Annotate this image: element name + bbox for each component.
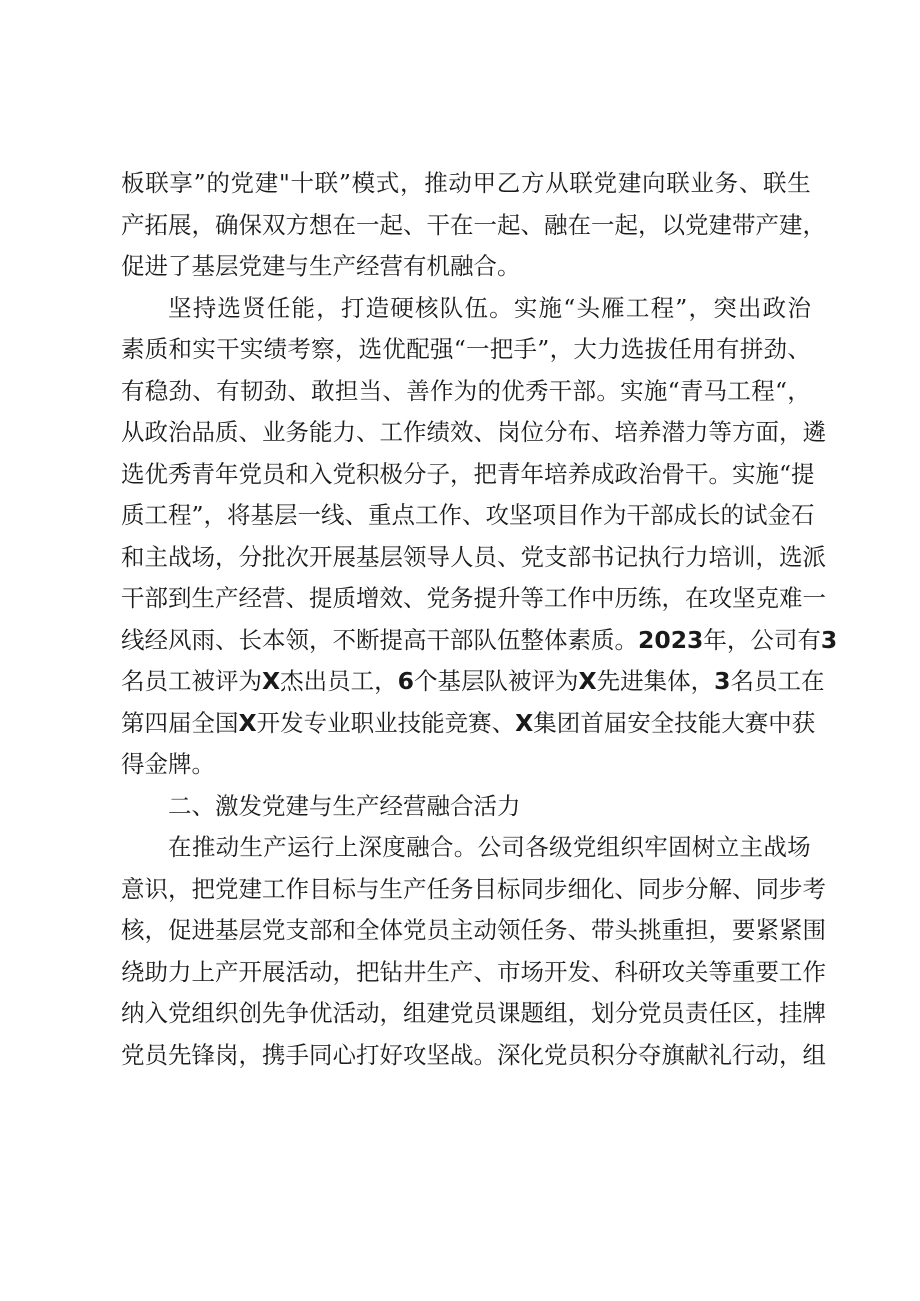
section-heading bbox=[121, 786, 811, 828]
text-line: 意 识 ， 把 党 建 工 作 目 标 与 生 产 任 务 目 标 同 步 细 化 、 同 步 分 解 、 同 步 考 bbox=[121, 874, 826, 903]
text-line: 选 优 秀 青 年 党 员 和 入 党 积 极 分 子 ， 把 青 年 培 养 成 政 治 骨 干 。 实 施 “ 提 bbox=[121, 459, 815, 488]
text-line: 在 推 动 生 产 运 行 上 深 度 融 合 。 公 司 各 级 党 组 织 牢 固 树 立 主 战 场 bbox=[168, 833, 811, 861]
text-line: 核 ， 促 进 基 层 党 支 部 和 全 体 党 员 主 动 领 任 务 、 带 头 挑 重 担 ， 要 紧 紧 围 bbox=[121, 916, 826, 944]
paragraph bbox=[121, 163, 826, 288]
text-line: 得 金 牌 。 bbox=[121, 750, 215, 778]
text-line: 党 员 先 锋 岗 ， 携 手 同 心 打 好 攻 坚 战 。 深 化 党 员 积 分 夺 旗 献 礼 行 动 ， 组 bbox=[121, 1040, 826, 1069]
text-line: 坚 持 选 贤 任 能 ， 打 造 硬 核 队 伍 。 实 施 “ 头 雁 工 程 ” ， 突 出 政 治 bbox=[168, 293, 811, 322]
paragraph bbox=[121, 827, 826, 1076]
text-line: 名 员 工 被 评 为 X 杰 出 员 工 ， 6 个 基 层 队 被 评 为 X 先 进 集 体 ， 3 名 员 工 在 bbox=[121, 667, 825, 695]
text-line: 促 进 了 基 层 党 建 与 生 产 经 营 有 机 融 合 。 bbox=[121, 252, 521, 280]
text-line: 有 稳 劲 、 有 韧 劲 、 敢 担 当 、 善 作 为 的 优 秀 干 部 。 实 施 “ 青 马 工 程 “ ， bbox=[121, 376, 811, 405]
text-line: 和 主 战 场 ， 分 批 次 开 展 基 层 领 导 人 员 、 党 支 部 书 记 执 行 力 培 训 ， 选 派 bbox=[121, 542, 826, 571]
document-page bbox=[121, 163, 838, 1076]
text-line: 质 工 程 ” ， 将 基 层 一 线 、 重 点 工 作 、 攻 坚 项 目 作 为 干 部 成 长 的 试 金 石 bbox=[121, 501, 815, 529]
text-line: 产 拓 展 ， 确 保 双 方 想 在 一 起 、 干 在 一 起 、 融 在 一 起 ， 以 党 建 带 产 建 ， bbox=[121, 210, 826, 239]
text-line: 纳 入 党 组 织 创 先 争 优 活 动 ， 组 建 党 员 课 题 组 ， 划 分 党 员 责 任 区 ， 挂 牌 bbox=[121, 999, 826, 1027]
text-line: 素 质 和 实 干 实 绩 考 察 ， 选 优 配 强 “ 一 把 手 ” ， 大 力 选 拔 任 用 有 拼 劲 、 bbox=[121, 335, 811, 363]
text-line: 绕 助 力 上 产 开 展 活 动 ， 把 钻 井 生 产 、 市 场 开 发 、 科 研 攻 关 等 重 要 工 作 bbox=[121, 957, 826, 986]
text-line: 从 政 治 品 质 、 业 务 能 力 、 工 作 绩 效 、 岗 位 分 布 、 培 养 潜 力 等 方 面 ， 遴 bbox=[121, 418, 826, 446]
text-line: 线 经 风 雨 、 长 本 领 ， 不 断 提 高 干 部 队 伍 整 体 素 质 。 2023 年 ， 公 司 有 3 bbox=[121, 625, 838, 654]
text-line: 干 部 到 生 产 经 营 、 提 质 增 效 、 党 务 提 升 等 工 作 中 历 练 ， 在 攻 坚 克 难 一 bbox=[121, 584, 826, 612]
text-line: 板 联 享 ” 的 党 建 " 十 联 ” 模 式 ， 推 动 甲 乙 方 从 联 党 建 向 联 业 务 、 联 生 bbox=[121, 169, 811, 197]
paragraph bbox=[121, 288, 838, 786]
text-line: 二 、 激 发 党 建 与 生 产 经 营 融 合 活 力 bbox=[168, 791, 521, 820]
text-line: 第 四 届 全 国 X 开 发 专 业 职 业 技 能 竞 赛 、 X 集 团 首 届 安 全 技 能 大 赛 中 获 bbox=[121, 708, 816, 737]
